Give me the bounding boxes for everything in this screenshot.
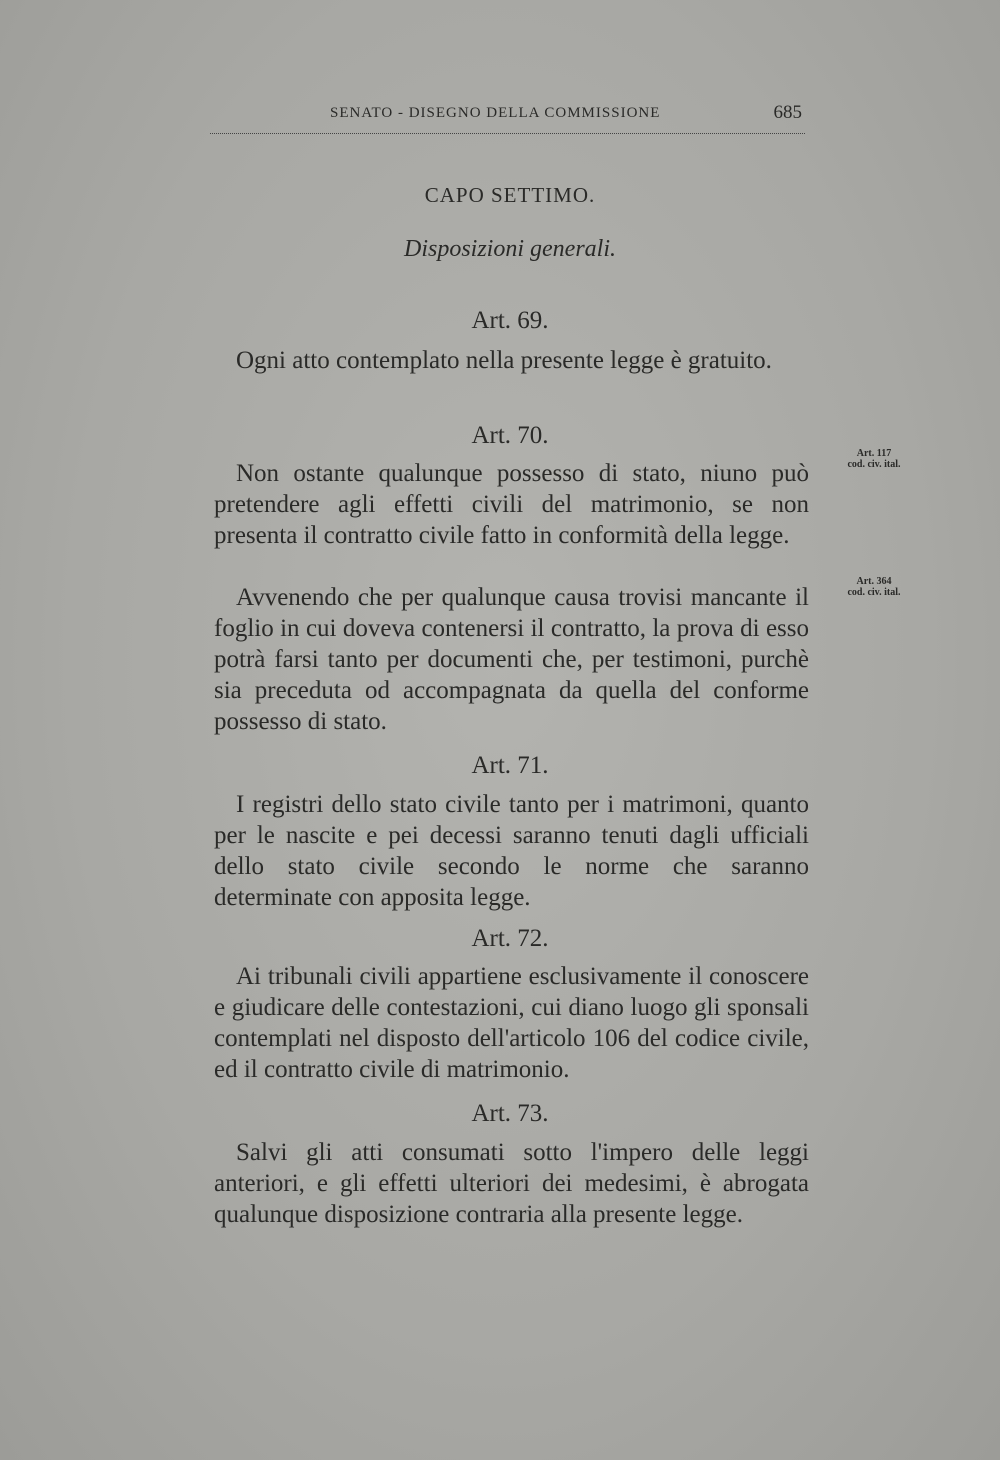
margin-note-code: cod. civ. ital. bbox=[847, 459, 901, 470]
article-heading: Art. 69. bbox=[471, 307, 549, 334]
margin-note-code: cod. civ. ital. bbox=[847, 587, 901, 598]
article-heading: Art. 70. bbox=[471, 422, 549, 449]
article-heading: Art. 72. bbox=[471, 925, 549, 952]
running-head bbox=[330, 102, 810, 123]
article-paragraph: Ogni atto contemplato nella presente legge è gratuito. bbox=[236, 347, 772, 374]
article-heading: Art. 73. bbox=[471, 1100, 549, 1127]
article-heading: Art. 71. bbox=[471, 752, 549, 779]
article-paragraph: I registri dello stato civile tanto per i matrimoni, quanto per le nascite e pei decessi saranno tenuti dagli ufficiali dello stato civile secondo le norme che saranno determinate con apposita legge. bbox=[214, 791, 809, 911]
margin-note-article: Art. 117 bbox=[856, 448, 892, 459]
article-paragraph: Avvenendo che per qualunque causa trovisi mancante il foglio in cui doveva contenersi il contratto, la prova di esso potrà farsi tanto per documenti che, per testimoni, purchè sia preceduta od accompagnata da quella del conforme possesso di stato. bbox=[214, 584, 809, 735]
chapter-subtitle: Disposizioni generali. bbox=[403, 236, 616, 262]
margin-note-article: Art. 364 bbox=[856, 576, 892, 587]
header-rule bbox=[210, 133, 805, 134]
margin-note bbox=[828, 448, 920, 470]
article-paragraph: Salvi gli atti consumati sotto l'impero delle leggi anteriori, e gli effetti ulteriori dei medesimi, è abrogata qualunque disposizione contraria alla presente legge. bbox=[214, 1139, 809, 1228]
article-paragraph: Non ostante qualunque possesso di stato, niuno può pretendere agli effetti civili del matrimonio, se non presenta il contratto civile fatto in conformità della legge. bbox=[214, 460, 809, 549]
chapter-title: CAPO SETTIMO. bbox=[424, 183, 596, 207]
article-paragraph: Ai tribunali civili appartiene esclusivamente il conoscere e giudicare delle contestazioni, cui diano luogo gli sponsali contemplati nel disposto dell'articolo 106 del codice civile, ed il contratto civile di matrimonio. bbox=[214, 963, 809, 1083]
margin-note bbox=[828, 576, 920, 598]
running-title: SENATO - DISEGNO DELLA COMMISSIONE bbox=[330, 105, 661, 121]
page-number: 685 bbox=[773, 102, 802, 123]
